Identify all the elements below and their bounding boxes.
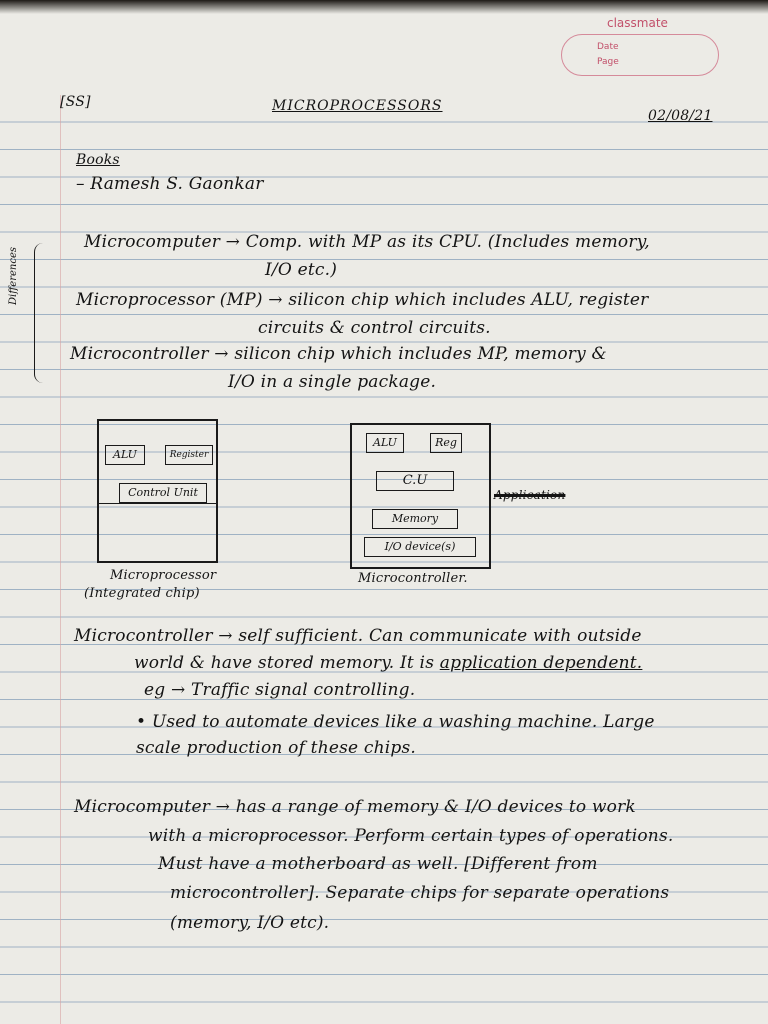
def-microcomputer-1: Microcomputer → Comp. with MP as its CPU. (Includes memory, bbox=[84, 232, 650, 252]
def-microcontroller-1: Microcontroller → silicon chip which includes MP, memory & bbox=[70, 344, 607, 364]
mc-cu-box: C.U bbox=[376, 471, 454, 491]
mc-note-line2: world & have stored memory. It is application dependent. bbox=[134, 653, 643, 673]
books-heading: Books bbox=[76, 152, 120, 168]
brand-stamp bbox=[555, 16, 725, 80]
page-title: MICROPROCESSORS bbox=[272, 98, 443, 114]
mcomp-note-line4: microcontroller]. Separate chips for separate operations bbox=[170, 883, 670, 903]
page-top-shadow bbox=[0, 0, 768, 14]
date-label: Date bbox=[597, 42, 619, 52]
mc-alu-box: ALU bbox=[366, 433, 404, 453]
mp-control-unit-box: Control Unit bbox=[119, 483, 207, 503]
def-microcontroller-2: I/O in a single package. bbox=[228, 372, 437, 392]
microcontroller-diagram bbox=[350, 423, 491, 569]
scribbled-word: Application bbox=[494, 488, 566, 502]
page-number: [SS] bbox=[60, 94, 91, 110]
mp-subcaption: (Integrated chip) bbox=[84, 586, 200, 601]
brand-oval bbox=[561, 34, 719, 76]
def-microcomputer-2: I/O etc.) bbox=[265, 260, 338, 280]
mp-alu-box: ALU bbox=[105, 445, 145, 465]
mc-memory-box: Memory bbox=[372, 509, 458, 529]
mcomp-note-line2: with a microprocessor. Perform certain types of operations. bbox=[148, 826, 674, 846]
margin-line bbox=[60, 95, 61, 1024]
mc-reg-box: Reg bbox=[430, 433, 462, 453]
mcomp-note-line3: Must have a motherboard as well. [Different from bbox=[158, 854, 598, 874]
microprocessor-diagram bbox=[97, 419, 218, 563]
margin-note: Differences bbox=[8, 246, 19, 305]
mc-note-line3: eg → Traffic signal controlling. bbox=[144, 680, 416, 700]
mcomp-note-line5: (memory, I/O etc). bbox=[170, 913, 330, 933]
def-microprocessor-1: Microprocessor (MP) → silicon chip which includes ALU, register bbox=[76, 290, 649, 310]
mp-register-box: Register bbox=[165, 445, 213, 465]
books-author: – Ramesh S. Gaonkar bbox=[76, 174, 264, 194]
mc-note-line1: Microcontroller → self sufficient. Can communicate with outside bbox=[74, 626, 642, 646]
def-microprocessor-2: circuits & control circuits. bbox=[258, 318, 491, 338]
mp-caption: Microprocessor bbox=[110, 568, 217, 583]
mc-caption: Microcontroller. bbox=[358, 571, 468, 586]
mc-note-line4: • Used to automate devices like a washing machine. Large bbox=[136, 712, 655, 732]
page-date: 02/08/21 bbox=[648, 108, 713, 124]
mcomp-note-line1: Microcomputer → has a range of memory & I/O devices to work bbox=[74, 797, 636, 817]
page-label: Page bbox=[597, 57, 619, 67]
brand-name: classmate bbox=[607, 16, 668, 30]
mp-divider bbox=[99, 503, 216, 504]
brace bbox=[34, 243, 43, 383]
mc-io-box: I/O device(s) bbox=[364, 537, 476, 557]
mc-note-line5: scale production of these chips. bbox=[136, 738, 417, 758]
